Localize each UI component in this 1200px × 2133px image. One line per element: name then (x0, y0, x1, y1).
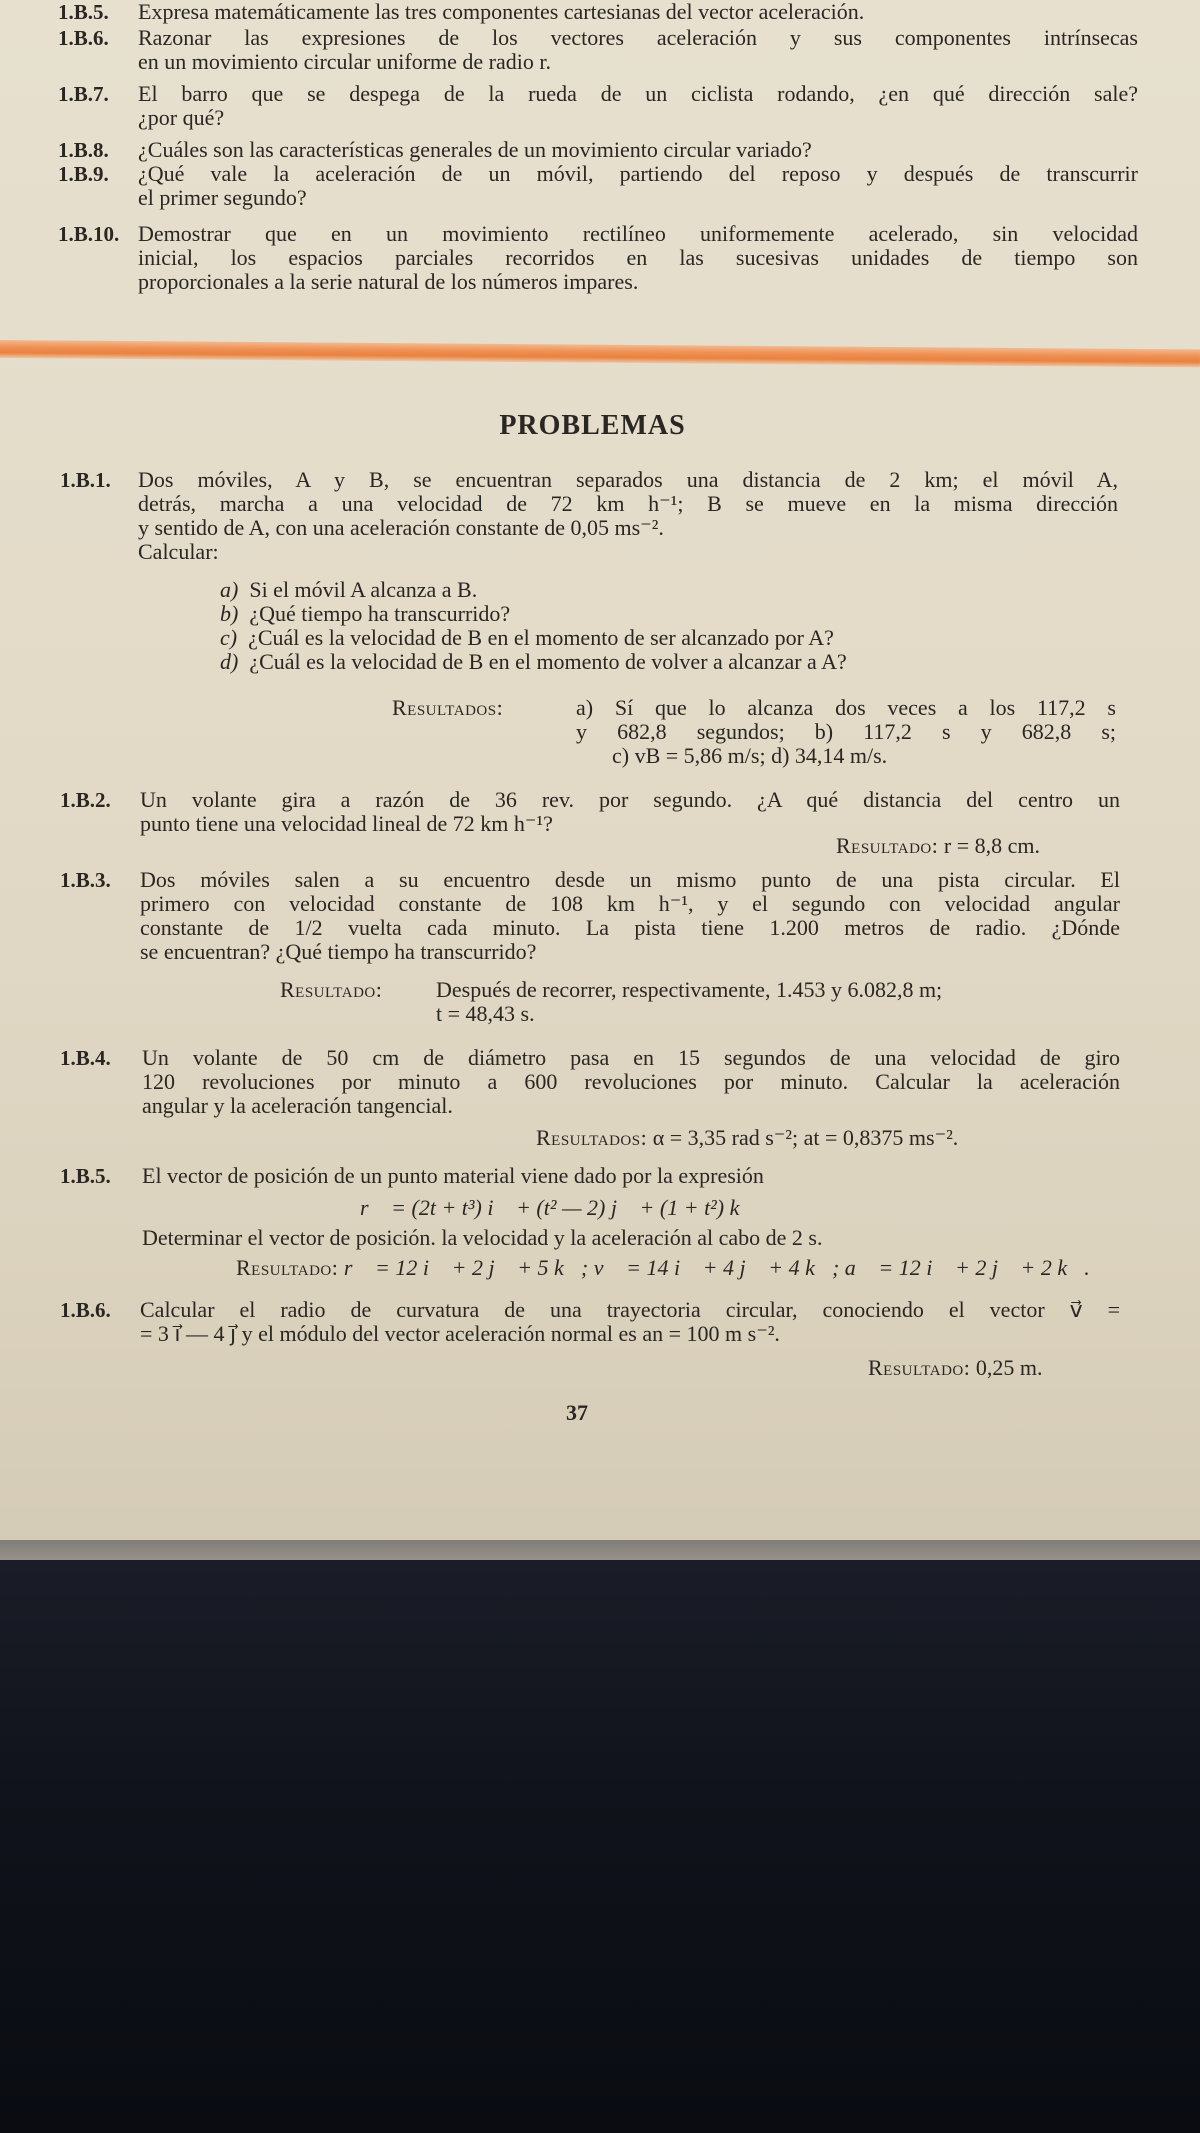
problem-line: Un volante gira a razón de 36 rev. por segundo. ¿A qué distancia del centro un (140, 787, 1120, 812)
part-label: b) (220, 601, 239, 626)
result-label-text: Resultado: (280, 977, 383, 1002)
problem-part (220, 650, 847, 674)
problem-number: 1.B.2. (60, 788, 111, 812)
result-line: a) Sí que lo alcanza dos veces a los 117,2 s (576, 695, 1116, 720)
problem-line: angular y la aceleración tangencial. (142, 1093, 453, 1118)
page-number: 37 (566, 1400, 588, 1425)
question-line: en un movimiento circular uniforme de radio r. (138, 49, 551, 74)
question-line: proporcionales a la serie natural de los números impares. (138, 269, 639, 294)
result-label-text: Resultados: (536, 1125, 648, 1150)
question-line: El barro que se despega de la rueda de un ciclista rodando, ¿en qué dirección sale? (138, 81, 1138, 106)
question-line: inicial, los espacios parciales recorridos en las sucesivas unidades de tiempo son (138, 245, 1138, 270)
result-label-text: Resultados: (392, 695, 504, 720)
question-line: ¿Qué vale la aceleración de un móvil, partiendo del reposo y después de transcurrir (138, 161, 1138, 186)
result-value: r = 8,8 cm. (943, 833, 1040, 858)
question-number: 1.B.7. (58, 82, 109, 106)
question-number: 1.B.9. (58, 162, 109, 186)
result-value (576, 696, 1116, 768)
question-number: 1.B.10. (58, 222, 120, 246)
question-line: ¿Cuáles son las características generales de un movimiento circular variado? (138, 137, 812, 162)
problem-part (220, 578, 477, 602)
problem-line: Dos móviles, A y B, se encuentran separados una distancia de 2 km; el móvil A, (138, 467, 1118, 492)
result-line: Después de recorrer, respectivamente, 1.453 y 6.082,8 m; (436, 977, 943, 1002)
question-line: el primer segundo? (138, 185, 307, 210)
problem-number: 1.B.5. (60, 1164, 111, 1188)
problem-line: = 3 i⃗ — 4 j⃗ y el módulo del vector aceleración normal es an = 100 m s⁻². (140, 1321, 780, 1346)
question-number: 1.B.5. (58, 0, 109, 24)
problem-line: Calcular el radio de curvatura de una trayectoria circular, conociendo el vector v⃗ = (140, 1297, 1120, 1322)
problem-number: 1.B.1. (60, 468, 111, 492)
result-line: t = 48,43 s. (436, 1001, 535, 1026)
question-line: Demostrar que en un movimiento rectilíneo uniformemente acelerado, sin velocidad (138, 221, 1138, 246)
result-value: r⃗ = 12 i⃗ + 2 j⃗ + 5 k⃗; v⃗ = 14 i⃗ + 4 j⃗ + 4 k⃗; a⃗ = 12 i⃗ + 2 j⃗ + 2 k⃗. (343, 1255, 1090, 1280)
position-equation: r⃗ = (2t + t³) i⃗ + (t² — 2) j⃗ + (1 + t²) k⃗ (360, 1195, 757, 1220)
result-label-text: Resultado: (868, 1355, 971, 1380)
problem-line: primero con velocidad constante de 108 km h⁻¹, y el segundo con velocidad angular (140, 891, 1120, 916)
result-value (436, 978, 942, 1026)
problem-line: Un volante de 50 cm de diámetro pasa en 15 segundos de una velocidad de giro (142, 1045, 1120, 1070)
part-label: c) (220, 625, 238, 650)
part-label: a) (220, 577, 239, 602)
problem-line: detrás, marcha a una velocidad de 72 km h⁻¹; B se mueve en la misma dirección (138, 491, 1118, 516)
problem-line: se encuentran? ¿Qué tiempo ha transcurrido? (140, 939, 537, 964)
problem-number: 1.B.4. (60, 1046, 111, 1070)
result (868, 1356, 1043, 1380)
problem-number: 1.B.3. (60, 868, 111, 892)
problem-line: punto tiene una velocidad lineal de 72 km h⁻¹? (140, 811, 553, 836)
problem-line: Calcular: (138, 539, 219, 564)
question-number: 1.B.6. (58, 26, 109, 50)
part-label: d) (220, 649, 239, 674)
result-line: y 682,8 segundos; b) 117,2 s y 682,8 s; (576, 719, 1116, 744)
dark-background (0, 1560, 1200, 2133)
problem-part (220, 626, 834, 650)
result-label-text: Resultado: (836, 833, 939, 858)
problem-part (220, 602, 510, 626)
result-line: c) vB = 5,86 m/s; d) 34,14 m/s. (612, 743, 888, 768)
result-value: α = 3,35 rad s⁻²; at = 0,8375 ms⁻². (652, 1125, 959, 1150)
part-text: ¿Cuál es la velocidad de B en el momento de volver a alcanzar a A? (249, 649, 847, 674)
result (536, 1126, 958, 1150)
problem-line: El vector de posición de un punto material viene dado por la expresión (142, 1163, 764, 1188)
question-line: Expresa matemáticamente las tres componentes cartesianas del vector aceleración. (138, 0, 865, 24)
result-label-text: Resultado: (236, 1255, 339, 1280)
question-line: ¿por qué? (138, 105, 225, 130)
problem-line: constante de 1/2 vuelta cada minuto. La pista tiene 1.200 metros de radio. ¿Dónde (140, 915, 1120, 940)
part-text: ¿Cuál es la velocidad de B en el momento de ser alcanzado por A? (248, 625, 834, 650)
result (236, 1256, 1090, 1280)
problem-line: Dos móviles salen a su encuentro desde un mismo punto de una pista circular. El (140, 867, 1120, 892)
orange-divider (0, 340, 1200, 367)
problem-number: 1.B.6. (60, 1298, 111, 1322)
part-text: ¿Qué tiempo ha transcurrido? (249, 601, 511, 626)
question-number: 1.B.8. (58, 138, 109, 162)
problem-line: Determinar el vector de posición. la velocidad y la aceleración al cabo de 2 s. (142, 1225, 823, 1250)
question-line: Razonar las expresiones de los vectores aceleración y sus componentes intrínsecas (138, 25, 1138, 50)
problem-line: y sentido de A, con una aceleración constante de 0,05 ms⁻². (138, 515, 664, 540)
part-text: Si el móvil A alcanza a B. (249, 577, 478, 602)
result-value: 0,25 m. (975, 1355, 1043, 1380)
result-label (392, 696, 503, 720)
result (836, 834, 1040, 858)
problem-line: 120 revoluciones por minuto a 600 revoluciones por minuto. Calcular la aceleración (142, 1069, 1120, 1094)
result-label (280, 978, 382, 1002)
section-title: PROBLEMAS (499, 410, 686, 441)
